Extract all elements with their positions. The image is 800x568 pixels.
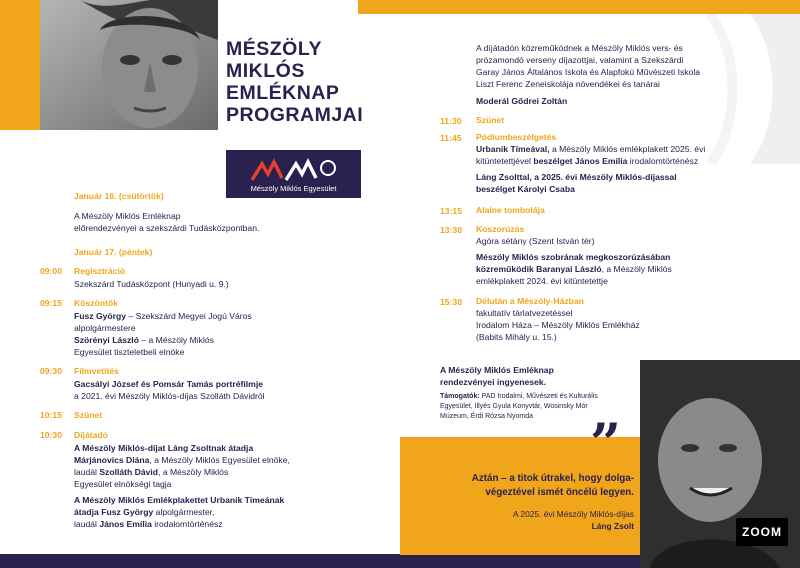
time-label: 13:15 <box>440 206 462 216</box>
day-label: Január 16. (csütörtök) <box>74 191 164 201</box>
text-span: – Szekszárd Megyei Jogú Város <box>126 311 252 321</box>
person-name: Szörényi László <box>74 335 139 345</box>
person-name: átadja Fusz György <box>74 507 154 517</box>
event-head: Filmvetítés <box>74 366 119 376</box>
accent-band <box>358 0 800 14</box>
sponsors-text: Múzeum, Érdi Rózsa Nyomda <box>440 413 533 420</box>
day-text: A Mészöly Miklós Emléknap <box>74 211 181 221</box>
event-text: A Mészöly Miklós Emlékplakettet Urbanik Tímeának <box>74 495 285 505</box>
person-name: Márjánovics Diána <box>74 455 150 465</box>
navy-band <box>0 554 400 568</box>
intro-text: prózamondó verseny díjazottjai, valamint a Szekszárdi <box>476 55 684 65</box>
sponsors-text <box>440 392 598 402</box>
time-label: 15:30 <box>440 297 462 307</box>
time-label: 13:30 <box>440 225 462 235</box>
text-span: irodalomtörténész <box>151 519 223 529</box>
event-head: Szünet <box>74 410 103 420</box>
association-logo <box>226 150 361 198</box>
event-text: Egyesület tiszteletbeli elnöke <box>74 347 185 357</box>
time-label: 09:00 <box>40 266 62 276</box>
event-head: Köszöntők <box>74 298 118 308</box>
event-text <box>74 334 214 346</box>
event-head: Délután a Mészöly-Házban <box>476 296 584 306</box>
event-text: (Babits Mihály u. 15.) <box>476 332 557 342</box>
intro-text: A díjátadón közreműködnek a Mészöly Miklós vers- és <box>476 43 683 53</box>
text-span: a Mészöly Miklós emlékplakett 2025. évi <box>549 144 706 154</box>
text-span: laudál <box>74 519 100 529</box>
title-line: MÉSZÖLY <box>226 38 322 60</box>
attribution-line: A 2025. évi Mészöly Miklós-díjas <box>512 509 634 519</box>
event-text <box>74 518 223 530</box>
text-span: – a Mészöly Miklós <box>138 335 214 345</box>
event-text: beszélget Károlyi Csaba <box>476 184 575 194</box>
quote-text <box>412 472 634 500</box>
text-span: , a Mészöly Miklós Egyesület elnöke, <box>149 455 290 465</box>
zoom-logo: ZOOM <box>736 518 788 546</box>
mme-logo-icon <box>248 154 340 184</box>
event-text: Láng Zsolttal, a 2025. évi Mészöly Miklós-díjassal <box>476 172 677 182</box>
event-text <box>476 263 672 275</box>
text-span: kitüntetettjével <box>476 156 534 166</box>
quote-line: Aztán – a titok útrakel, hogy dolga- <box>471 473 634 484</box>
event-text <box>74 506 214 518</box>
event-text <box>74 454 290 466</box>
event-head: Pódiumbeszélgetés <box>476 132 557 142</box>
time-label: 09:30 <box>40 366 62 376</box>
event-text <box>476 143 705 155</box>
event-text: Agóra sétány (Szent István tér) <box>476 236 595 246</box>
event-head: Szünet <box>476 115 505 125</box>
person-name: beszélget János Emília <box>533 156 628 166</box>
title-line: MIKLÓS <box>226 60 305 82</box>
title-line: EMLÉKNAP <box>226 82 340 104</box>
text-span: PAD Irodalmi, Művészeti és Kulturális <box>479 393 598 400</box>
event-head: Koszorúzás <box>476 224 525 234</box>
person-name: Fusz György <box>74 311 127 321</box>
person-name: Urbanik Tímeával, <box>476 144 550 154</box>
event-text <box>74 466 228 478</box>
event-text: Irodalom Háza – Mészöly Miklós Emlékház <box>476 320 640 330</box>
logo-text: Mészöly Miklós Egyesület <box>250 184 337 193</box>
event-text <box>476 155 698 167</box>
sponsor-label: Támogatók: <box>440 393 480 400</box>
event-text <box>74 310 252 322</box>
sponsors-text: Egyesület, Illyés Gyula Konyvtár, Wosinsky Mór <box>440 403 588 410</box>
intro-text: Liszt Ferenc Zeneiskolája növendékei és tanárai <box>476 79 660 89</box>
text-span: laudál <box>74 467 100 477</box>
text-span: , a Mészöly Miklós <box>601 264 672 274</box>
attribution-name: Láng Zsolt <box>591 521 634 531</box>
event-text: a 2021. évi Mészöly Miklós-díjas Szolláth Dávidról <box>74 391 265 401</box>
accent-band <box>0 0 40 130</box>
time-label: 09:15 <box>40 298 62 308</box>
quote-attribution <box>412 508 634 532</box>
event-text: Gacsályi József és Pomsár Tamás portréfilmje <box>74 379 263 389</box>
moderator-text: Moderál Gődrei Zoltán <box>476 96 568 106</box>
day-text: előrendezvényei a szekszárdi Tudásközpontban. <box>74 223 260 233</box>
free-note: A Mészöly Miklós Emléknap <box>440 365 554 375</box>
person-name: közreműködik Baranyai László <box>476 264 602 274</box>
text-span: irodalomtörténész <box>627 156 699 166</box>
event-text: fakultatív tárlatvezetéssel <box>476 308 573 318</box>
time-label: 11:45 <box>440 133 462 143</box>
quote-line: végeztével ismét öncélú legyen. <box>485 487 634 498</box>
person-name: Szolláth Dávid <box>99 467 159 477</box>
navy-band <box>400 555 640 568</box>
decorative-shape <box>690 14 800 164</box>
event-text: emlékplakett 2024. évi kitüntetettje <box>476 276 608 286</box>
event-head: Alaine tombolája <box>476 205 545 215</box>
event-head: Díjátadó <box>74 430 108 440</box>
intro-text: Garay János Általános Iskola és Alapfokú Művészeti Iskola <box>476 67 701 77</box>
time-label: 10:15 <box>40 410 62 420</box>
event-text: alpolgármestere <box>74 323 136 333</box>
event-text: Egyesület elnökségi tagja <box>74 479 172 489</box>
event-text: A Mészöly Miklós-díjat Láng Zsoltnak átadja <box>74 443 254 453</box>
text-span: , a Mészöly Miklós <box>158 467 229 477</box>
person-name: János Emília <box>99 519 152 529</box>
text-span: alpolgármester, <box>153 507 215 517</box>
free-note: rendezvényei ingyenesek. <box>440 377 547 387</box>
time-label: 11:30 <box>440 116 462 126</box>
title-line: PROGRAMJAI <box>226 104 364 126</box>
event-text: Szekszárd Tudásközpont (Hunyadi u. 9.) <box>74 279 229 289</box>
time-label: 10:30 <box>40 430 62 440</box>
day-label: Január 17. (péntek) <box>74 247 153 257</box>
event-text: Mészöly Miklós szobrának megkoszorúzásában <box>476 252 671 262</box>
event-head: Regisztráció <box>74 266 126 276</box>
quote-marks-icon: ” <box>590 411 622 475</box>
portrait-meszoly <box>40 0 218 130</box>
page-title <box>226 38 376 126</box>
